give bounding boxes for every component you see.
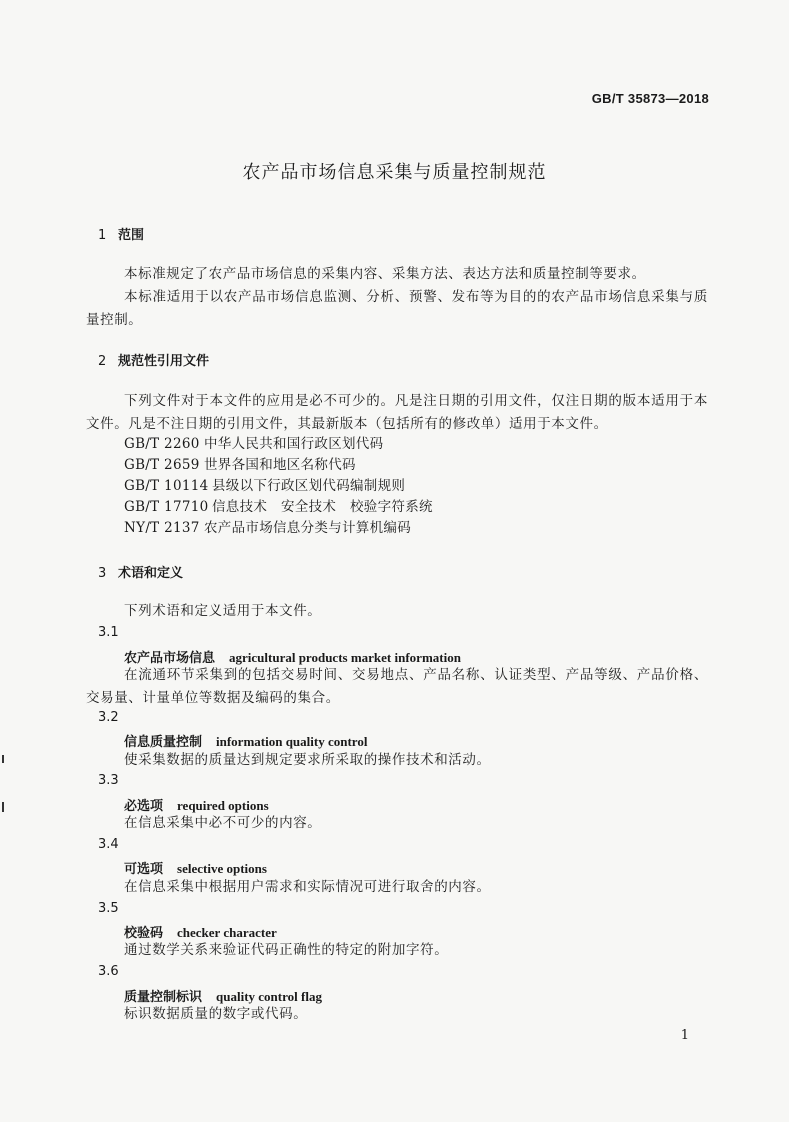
term-number: 3.4 (98, 837, 119, 852)
references-intro: 下列文件对于本文件的应用是必不可少的。凡是注日期的引用文件，仅注日期的版本适用于本文件。凡是不注日期的引用文件，其最新版本（包括所有的修改单）适用于本文件。 (86, 393, 708, 432)
term-en: quality control flag (216, 989, 322, 1004)
page-number: 1 (680, 1028, 689, 1043)
section-title: 术语和定义 (118, 566, 184, 581)
term-heading (124, 731, 367, 750)
term-number: 3.3 (98, 773, 119, 788)
scan-mark (2, 802, 4, 812)
reference-name: 中华人民共和国行政区划代码 (204, 436, 384, 452)
section-title: 范围 (118, 228, 145, 243)
reference-name: 县级以下行政区划代码编制规则 (212, 478, 406, 494)
section-2-heading (98, 350, 209, 369)
reference-code: GB/T 2659 (124, 457, 200, 473)
term-definition: 使采集数据的质量达到规定要求所采取的操作技术和活动。 (124, 752, 491, 768)
term-zh: 校验码 (124, 926, 164, 941)
term-definition: 在信息采集中根据用户需求和实际情况可进行取舍的内容。 (124, 879, 491, 895)
reference-item (124, 434, 383, 454)
term-zh: 质量控制标识 (124, 990, 203, 1005)
terms-intro: 下列术语和定义适用于本文件。 (124, 603, 322, 619)
scope-paragraph-2: 本标准适用于以农产品市场信息监测、分析、预警、发布等为目的的农产品市场信息采集与质量控制。 (86, 289, 708, 328)
scan-mark (2, 755, 4, 763)
term-en: agricultural products market information (229, 650, 461, 665)
term-definition: 通过数学关系来验证代码正确性的特定的附加字符。 (124, 942, 449, 958)
reference-item (124, 497, 433, 517)
term-definition: 标识数据质量的数字或代码。 (124, 1006, 308, 1022)
term-en: required options (177, 798, 269, 813)
section-number: 2 (98, 354, 107, 369)
term-en: selective options (177, 861, 267, 876)
term-number: 3.2 (98, 710, 119, 725)
term-definition: 在信息采集中必不可少的内容。 (124, 815, 322, 831)
reference-name: 信息技术 安全技术 校验字符系统 (212, 499, 433, 515)
term-zh: 可选项 (124, 862, 164, 877)
reference-item (124, 518, 411, 538)
standard-number: GB/T 35873—2018 (591, 91, 709, 106)
reference-name: 世界各国和地区名称代码 (204, 457, 356, 473)
section-3-heading (98, 562, 183, 581)
reference-code: NY/T 2137 (124, 520, 200, 536)
term-heading (124, 858, 267, 877)
reference-code: GB/T 17710 (124, 499, 209, 515)
term-en: checker character (177, 925, 277, 940)
reference-code: GB/T 2260 (124, 436, 200, 452)
term-number: 3.5 (98, 901, 119, 916)
term-zh: 必选项 (124, 799, 164, 814)
section-title: 规范性引用文件 (118, 354, 210, 369)
section-1-heading (98, 224, 144, 243)
term-definition: 在流通环节采集到的包括交易时间、交易地点、产品名称、认证类型、产品等级、产品价格、交易量、计量单位等数据及编码的集合。 (86, 667, 708, 706)
term-zh: 信息质量控制 (124, 735, 203, 750)
scope-paragraph-1: 本标准规定了农产品市场信息的采集内容、采集方法、表达方法和质量控制等要求。 (124, 266, 646, 282)
term-zh: 农产品市场信息 (124, 651, 216, 666)
term-number: 3.6 (98, 964, 119, 979)
term-en: information quality control (216, 734, 368, 749)
reference-name: 农产品市场信息分类与计算机编码 (204, 520, 411, 536)
reference-item (124, 476, 405, 496)
reference-code: GB/T 10114 (124, 478, 209, 494)
document-title: 农产品市场信息采集与质量控制规范 (242, 162, 547, 183)
section-number: 1 (98, 228, 107, 243)
term-number: 3.1 (98, 625, 119, 640)
section-number: 3 (98, 566, 107, 581)
reference-item (124, 455, 356, 475)
